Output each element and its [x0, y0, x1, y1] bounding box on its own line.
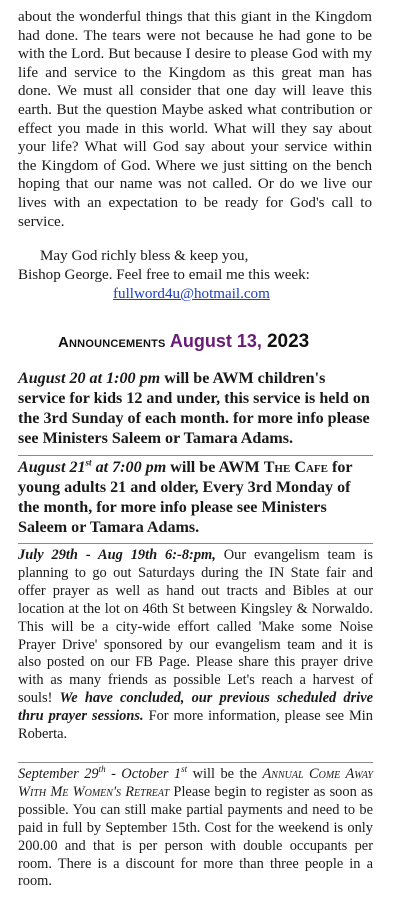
- announcement-emphasis: We have concluded, our previous scheduled drive thru prayer sessions.: [18, 690, 374, 725]
- cafe-name: The Cafe: [263, 459, 328, 476]
- announcement-date: August 21st at 7:00 pm: [18, 457, 167, 476]
- blessing-line: May God richly bless & keep you,: [40, 248, 249, 264]
- signature-line: Bishop George. Feel free to email me this week:: [18, 266, 310, 283]
- announcement-text: will be the: [187, 766, 263, 782]
- divider: [18, 762, 373, 763]
- announcements-comma: ,: [256, 331, 262, 351]
- announcement-womens-retreat: [18, 766, 373, 891]
- announcement-the-cafe: [18, 458, 373, 538]
- announcement-text: Our evangelism team is planning to go out Saturdays during the IN State fair and offer prayer as well as hand out tracts and Bibles at our location at the lot on 46th St between Kingsley & Norwaldo. This will be a city-wide effort called 'Make some Noise Prayer Drive' sponsored by our evangelism team and it is also posted on our FB Page. Please share this prayer drive with as many friends as possible Let's reach a harvest of souls!: [18, 547, 373, 707]
- email-link[interactable]: fullword4u@hotmail.com: [113, 286, 270, 302]
- intro-text: about the wonderful things that this giant in the Kingdom had done. The tears were not because he had gone to be with the Lord. But because I desire to please God with my life and service to the Kingdom as this great man has done. We must all consider that one day will leave this earth. But the question Maybe asked what contribution or effect you made in this world. What will they say about your life? What will God say about your service within the Kingdom of God. Where we just sitting on the bench hoping that our name was not called. Or do we live our lives with an expectation to be ready for God's call to service.: [18, 9, 372, 230]
- announcements-title: Announcements: [58, 334, 166, 351]
- retreat-name: Annual Come Away With Me Women's Retreat: [18, 766, 373, 800]
- divider: [18, 543, 373, 544]
- announcement-childrens-service: [18, 369, 373, 449]
- announcement-text: will be AWM children's service for kids 12 and under, this service is held on the 3rd Sunday of each month. for more info please see Ministers Saleem or Tamara Adams.: [18, 370, 370, 447]
- intro-paragraph: [18, 8, 372, 231]
- announcement-text-cont: Please begin to register as soon as possible. You can still make partial payments and need to be paid in full by September 15th. Cost for the weekend is only 200.00 and that is per person with double occupants per room. There is a discount for more than three people in a room.: [18, 783, 373, 890]
- announcement-date: July 29th - Aug 19th 6:-8:pm,: [18, 547, 216, 563]
- announcements-year: 2023: [266, 331, 310, 352]
- announcement-date: September 29th - October 1st: [18, 764, 188, 782]
- announcement-text-cont: For more information, please see Min Roberta.: [18, 708, 373, 743]
- announcement-text: will be AWM: [166, 459, 264, 476]
- announcements-heading: [58, 331, 358, 353]
- announcement-date: August 20 at 1:00 pm: [18, 370, 161, 387]
- announcement-text-cont: for young adults 21 and older, Every 3rd Monday of the month, for more info please see Ministers Saleem or Tamara Adams.: [18, 459, 353, 536]
- divider: [18, 455, 373, 456]
- announcements-date: August 13: [169, 331, 257, 351]
- announcement-prayer-drive: [18, 547, 373, 744]
- closing-blessing: [18, 247, 378, 284]
